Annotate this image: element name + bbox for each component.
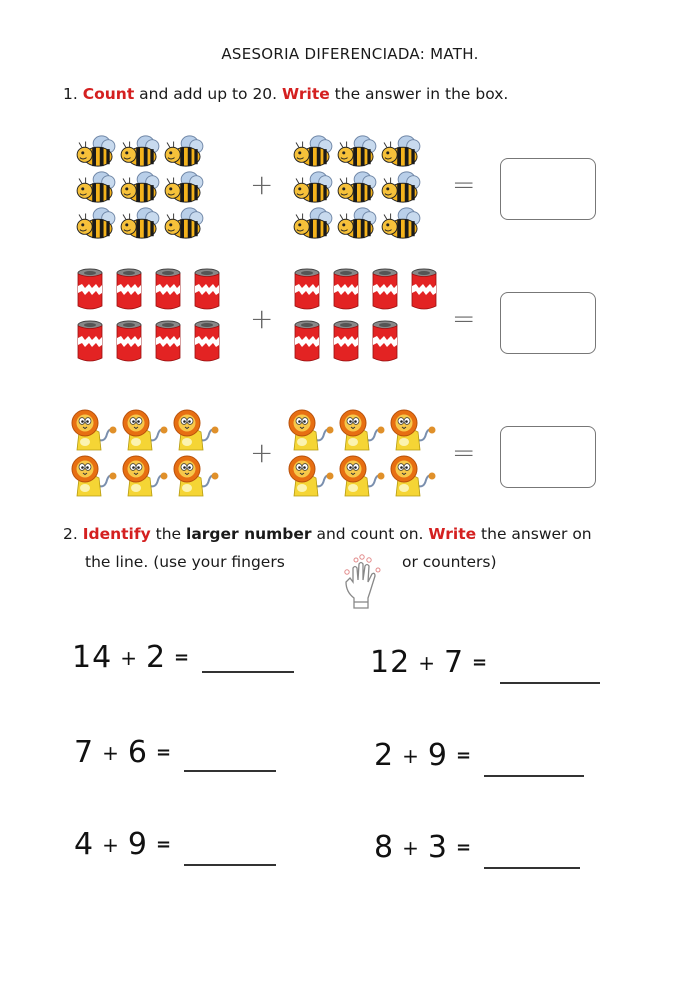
equals-sign: = bbox=[155, 834, 173, 855]
bee-icon bbox=[291, 134, 335, 168]
lion-icon bbox=[170, 408, 220, 452]
instruction-2-line2b: or counters) bbox=[402, 553, 497, 571]
operand-b: 6 bbox=[127, 735, 148, 770]
soda-can-icon bbox=[75, 320, 105, 364]
instruction-2 bbox=[63, 525, 592, 543]
instruction-2-text-c: the answer on bbox=[476, 525, 592, 543]
bee-icon bbox=[335, 170, 379, 204]
lion-icon bbox=[387, 454, 437, 498]
instruction-2-verb-identify: Identify bbox=[82, 525, 151, 543]
bee-icon bbox=[74, 170, 118, 204]
plus-sign: + bbox=[102, 741, 120, 765]
bee-icon bbox=[74, 206, 118, 240]
answer-line[interactable] bbox=[484, 775, 584, 778]
plus-sign: + bbox=[418, 651, 436, 675]
lion-icon bbox=[336, 408, 386, 452]
soda-can-icon bbox=[114, 268, 144, 312]
page-title: ASESORIA DIFERENCIADA: MATH. bbox=[221, 45, 479, 63]
soda-can-icon bbox=[153, 268, 183, 312]
lion-icon bbox=[119, 408, 169, 452]
operand-a: 12 bbox=[370, 645, 411, 680]
soda-can-icon bbox=[409, 268, 439, 312]
bee-icon bbox=[162, 134, 206, 168]
plus-sign: + bbox=[402, 744, 420, 768]
bees-group-left bbox=[74, 134, 206, 240]
instruction-2-text-b: and count on. bbox=[311, 525, 429, 543]
hand-fingers-icon bbox=[338, 552, 386, 612]
operand-b: 3 bbox=[427, 830, 448, 865]
bee-icon bbox=[379, 206, 423, 240]
operand-a: 4 bbox=[74, 827, 95, 862]
equals-sign: = bbox=[455, 837, 473, 858]
equals-sign: = bbox=[452, 168, 476, 201]
lions-group-left bbox=[68, 408, 221, 498]
soda-can-icon bbox=[370, 320, 400, 364]
soda-can-icon bbox=[192, 320, 222, 364]
lion-icon bbox=[119, 454, 169, 498]
soda-can-icon bbox=[331, 268, 361, 312]
bee-icon bbox=[118, 134, 162, 168]
instruction-2-larger-number: larger number bbox=[186, 525, 312, 543]
answer-box-lions[interactable] bbox=[500, 426, 596, 488]
answer-line[interactable] bbox=[500, 682, 600, 685]
operand-a: 14 bbox=[72, 640, 113, 675]
instruction-2-number: 2. bbox=[63, 525, 78, 543]
equals-sign: = bbox=[472, 652, 489, 673]
soda-can-icon bbox=[370, 268, 400, 312]
operand-b: 7 bbox=[443, 645, 465, 680]
answer-line[interactable] bbox=[184, 770, 276, 773]
operand-b: 9 bbox=[427, 738, 448, 773]
bee-icon bbox=[118, 170, 162, 204]
lions-group-right bbox=[285, 408, 438, 498]
bee-icon bbox=[291, 206, 335, 240]
operand-a: 7 bbox=[74, 735, 95, 770]
answer-line[interactable] bbox=[184, 864, 276, 867]
operand-b: 2 bbox=[145, 640, 167, 675]
equation-6 bbox=[374, 830, 580, 865]
equation-5 bbox=[74, 827, 276, 862]
lion-icon bbox=[68, 454, 118, 498]
equals-sign: = bbox=[155, 742, 173, 763]
instruction-1-verb-write: Write bbox=[282, 85, 330, 103]
lion-icon bbox=[170, 454, 220, 498]
answer-box-bees[interactable] bbox=[500, 158, 596, 220]
equation-3 bbox=[74, 735, 276, 770]
instruction-2-line2a: the line. (use your fingers bbox=[85, 553, 285, 571]
soda-can-icon bbox=[75, 268, 105, 312]
plus-sign: + bbox=[120, 646, 138, 670]
bee-icon bbox=[379, 134, 423, 168]
lion-icon bbox=[387, 408, 437, 452]
soda-can-icon bbox=[153, 320, 183, 364]
operand-a: 8 bbox=[374, 830, 395, 865]
equals-sign: = bbox=[174, 647, 191, 668]
operand-b: 9 bbox=[127, 827, 148, 862]
answer-box-cans[interactable] bbox=[500, 292, 596, 354]
bee-icon bbox=[335, 206, 379, 240]
equals-sign: = bbox=[455, 745, 473, 766]
soda-can-icon bbox=[292, 268, 322, 312]
instruction-1-number: 1. bbox=[63, 85, 78, 103]
lion-icon bbox=[68, 408, 118, 452]
bee-icon bbox=[291, 170, 335, 204]
plus-sign: + bbox=[102, 833, 120, 857]
answer-line[interactable] bbox=[484, 867, 580, 870]
bee-icon bbox=[379, 170, 423, 204]
lion-icon bbox=[336, 454, 386, 498]
soda-can-icon bbox=[114, 320, 144, 364]
bee-icon bbox=[162, 206, 206, 240]
bee-icon bbox=[118, 206, 162, 240]
lion-icon bbox=[285, 454, 335, 498]
plus-sign: + bbox=[402, 836, 420, 860]
equation-2 bbox=[370, 645, 600, 680]
answer-line[interactable] bbox=[202, 671, 294, 674]
equation-4 bbox=[374, 738, 584, 773]
bee-icon bbox=[74, 134, 118, 168]
instruction-1-verb-count: Count bbox=[82, 85, 135, 103]
instruction-1-text-a: and add up to 20. bbox=[134, 85, 283, 103]
equals-sign: = bbox=[452, 302, 476, 335]
equation-1 bbox=[72, 640, 294, 675]
instruction-2-text-a: the bbox=[150, 525, 187, 543]
cans-group-left bbox=[75, 268, 222, 364]
soda-can-icon bbox=[292, 320, 322, 364]
plus-sign: + bbox=[250, 168, 274, 201]
plus-sign: + bbox=[250, 302, 274, 335]
bee-icon bbox=[162, 170, 206, 204]
plus-sign: + bbox=[250, 436, 274, 469]
bee-icon bbox=[335, 134, 379, 168]
equals-sign: = bbox=[452, 436, 476, 469]
soda-can-icon bbox=[331, 320, 361, 364]
instruction-2-verb-write: Write bbox=[428, 525, 477, 543]
soda-can-icon bbox=[192, 268, 222, 312]
lion-icon bbox=[285, 408, 335, 452]
instruction-1-text-b: the answer in the box. bbox=[329, 85, 509, 103]
instruction-1 bbox=[63, 85, 508, 103]
operand-a: 2 bbox=[374, 738, 395, 773]
bees-group-right bbox=[291, 134, 423, 240]
cans-group-right bbox=[292, 268, 439, 364]
